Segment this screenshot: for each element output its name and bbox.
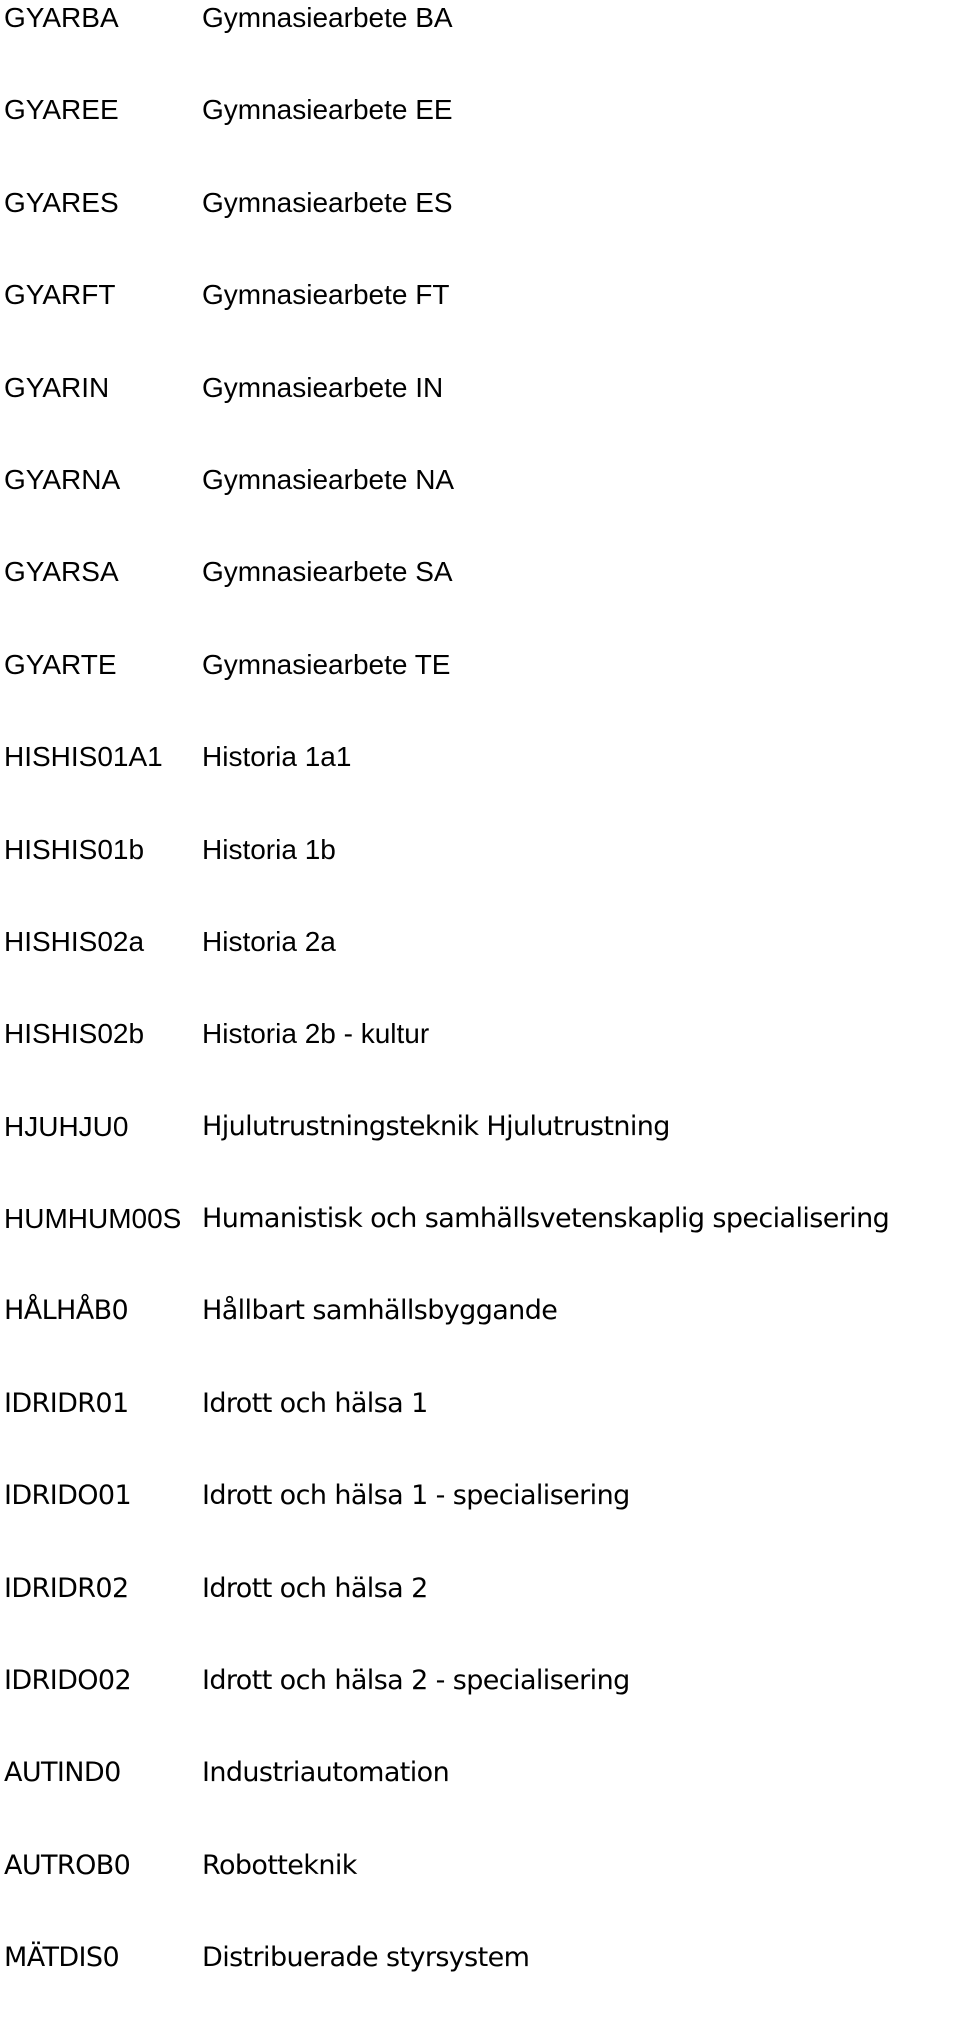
course-row — [0, 1848, 960, 1940]
course-row — [0, 554, 960, 646]
course-code: HUMHUM00S — [4, 1203, 182, 1235]
course-code: GYARSA — [4, 556, 119, 588]
course-code: IDRIDO01 — [4, 1480, 132, 1512]
course-name: Gymnasiearbete NA — [202, 462, 454, 498]
course-name: Gymnasiearbete BA — [202, 0, 453, 36]
course-row — [0, 1755, 960, 1847]
course-name: Historia 1b — [202, 832, 336, 868]
course-name: Gymnasiearbete EE — [202, 92, 453, 128]
course-code: HISHIS01b — [4, 833, 145, 865]
course-code: GYARBA — [4, 2, 119, 33]
course-row — [0, 1201, 960, 1293]
course-code: IDRIDR02 — [4, 1572, 129, 1604]
course-name: Idrott och hälsa 2 - specialisering — [202, 1663, 630, 1699]
course-code: GYARES — [4, 186, 119, 218]
course-row — [0, 1109, 960, 1201]
course-name: Idrott och hälsa 2 — [202, 1571, 428, 1607]
course-code: GYARFT — [4, 279, 116, 311]
course-name: Historia 1a1 — [202, 739, 351, 775]
course-row — [0, 185, 960, 277]
course-code: GYAREE — [4, 94, 119, 126]
course-code: HJUHJU0 — [4, 1110, 129, 1142]
course-name: Gymnasiearbete FT — [202, 277, 449, 313]
course-code: MÄTDIS0 — [4, 1942, 120, 1974]
course-row — [0, 832, 960, 924]
course-code: GYARIN — [4, 371, 110, 403]
course-code: HÅLHÅB0 — [4, 1295, 129, 1327]
course-name: Industriautomation — [202, 1755, 449, 1791]
course-row — [0, 924, 960, 1016]
course-code: AUTIND0 — [4, 1757, 121, 1789]
course-name: Historia 2b - kultur — [202, 1016, 429, 1052]
course-code: HISHIS01A1 — [4, 741, 163, 773]
course-name: Gymnasiearbete IN — [202, 370, 443, 406]
course-row — [0, 277, 960, 369]
course-name: Gymnasiearbete ES — [202, 185, 453, 221]
course-code: HISHIS02a — [4, 925, 145, 957]
course-row — [0, 462, 960, 554]
course-row — [0, 647, 960, 739]
course-row — [0, 739, 960, 831]
course-code: HISHIS02b — [4, 1018, 145, 1050]
course-row — [0, 92, 960, 184]
course-name: Gymnasiearbete SA — [202, 554, 453, 590]
course-name: Hjulutrustningsteknik Hjulutrustning — [202, 1109, 670, 1145]
course-row — [0, 1663, 960, 1755]
course-name: Idrott och hälsa 1 - specialisering — [202, 1478, 630, 1514]
course-row — [0, 1940, 960, 2032]
course-code: IDRIDO02 — [4, 1665, 132, 1697]
course-code: IDRIDR01 — [4, 1387, 129, 1419]
course-row — [0, 1016, 960, 1108]
course-name: Distribuerade styrsystem — [202, 1940, 529, 1976]
course-code: GYARNA — [4, 463, 121, 495]
course-code: AUTROB0 — [4, 1849, 131, 1881]
course-name: Robotteknik — [202, 1848, 357, 1884]
course-code: GYARTE — [4, 648, 117, 680]
course-row — [0, 1478, 960, 1570]
course-row — [0, 1386, 960, 1478]
course-row — [0, 370, 960, 462]
course-name: Humanistisk och samhällsvetenskaplig specialisering — [202, 1201, 889, 1237]
course-name: Gymnasiearbete TE — [202, 647, 451, 683]
course-row — [0, 1571, 960, 1663]
course-row — [0, 0, 960, 92]
course-row — [0, 1293, 960, 1385]
course-name: Idrott och hälsa 1 — [202, 1386, 428, 1422]
course-name: Hållbart samhällsbyggande — [202, 1293, 557, 1329]
course-name: Historia 2a — [202, 924, 336, 960]
